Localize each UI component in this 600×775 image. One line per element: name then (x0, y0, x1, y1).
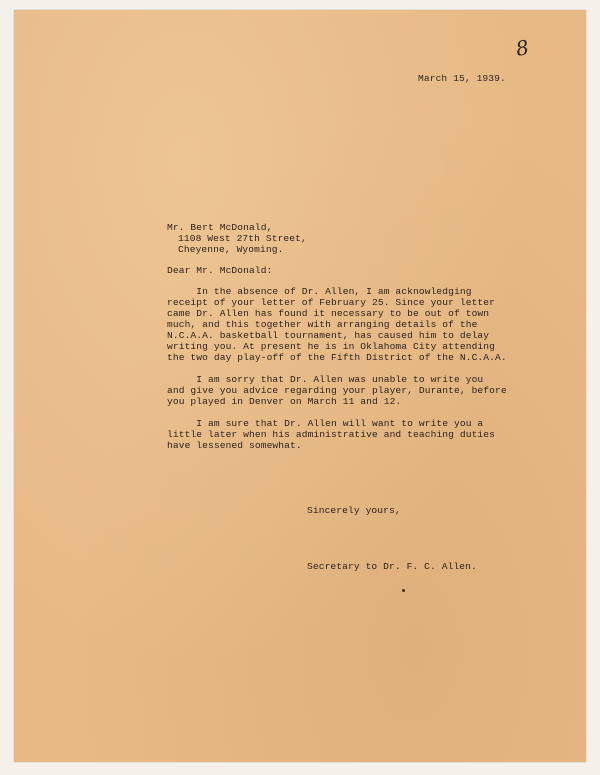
body-line: I am sorry that Dr. Allen was unable to write you (167, 374, 484, 385)
body-line: have lessened somewhat. (167, 440, 302, 451)
body-line: little later when his administrative and teaching duties (167, 429, 496, 440)
ink-dot (402, 589, 405, 592)
body-line: In the absence of Dr. Allen, I am acknowledging (167, 286, 472, 297)
recipient-street: 1108 West 27th Street, (178, 233, 307, 244)
recipient-name: Mr. Bert McDonald, (167, 222, 273, 233)
body-line: came Dr. Allen has found it necessary to be out of town (167, 308, 490, 319)
signature-line: Secretary to Dr. F. C. Allen. (307, 561, 477, 572)
body-line: N.C.A.A. basketball tournament, has caused him to delay (167, 330, 490, 341)
body-line: receipt of your letter of February 25. Since your letter (167, 297, 496, 308)
body-line: you played in Denver on March 11 and 12. (167, 396, 402, 407)
body-line: the two day play-off of the Fifth District of the N.C.A.A. (167, 352, 507, 363)
salutation: Dear Mr. McDonald: (167, 265, 273, 276)
letter-date: March 15, 1939. (418, 73, 506, 84)
body-line: much, and this together with arranging details of the (167, 319, 478, 330)
body-line: I am sure that Dr. Allen will want to write you a (167, 418, 484, 429)
recipient-city: Cheyenne, Wyoming. (178, 244, 284, 255)
closing: Sincerely yours, (307, 505, 401, 516)
body-line: writing you. At present he is in Oklahoma City attending (167, 341, 496, 352)
handwritten-page-mark: 8 (514, 35, 531, 61)
body-line: and give you advice regarding your player, Durante, before (167, 385, 507, 396)
